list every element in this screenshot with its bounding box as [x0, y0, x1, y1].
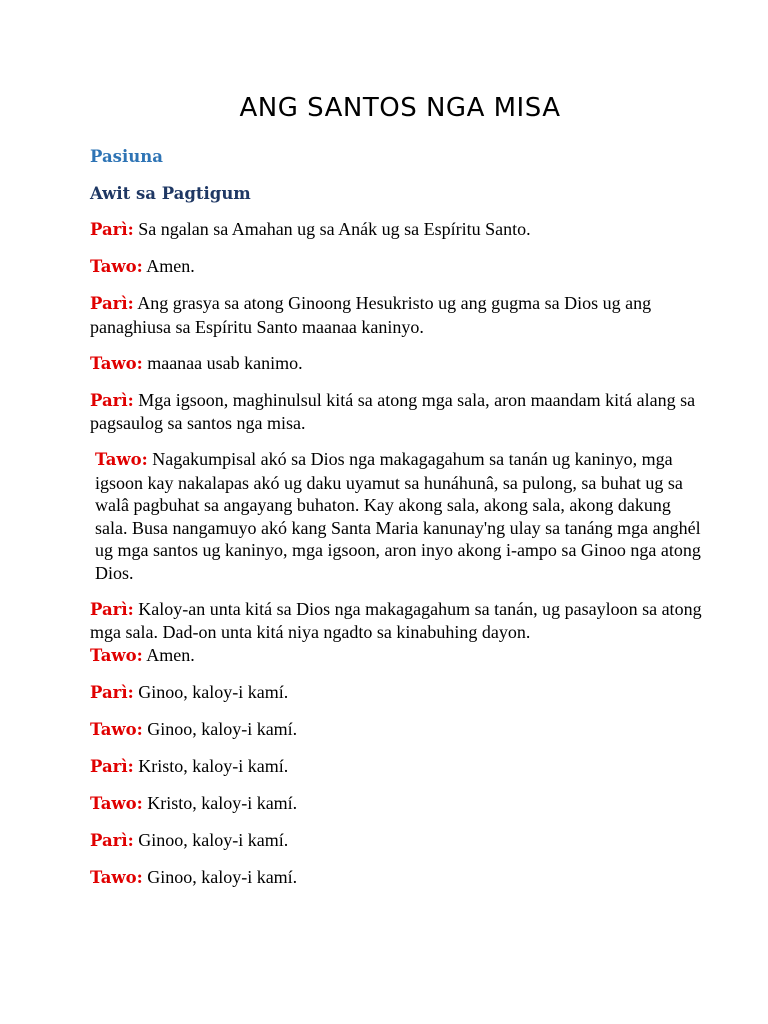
line-text: Nagakumpisal akó sa Dios nga makagagahum sa tanán ug kaninyo, mga igsoon kay nakalapas akó ug daku uyamut sa hunáhunâ, sa pulong, sa buhat ug sa walâ pagbuhat sa angayang buhaton. Kay akong sala, akong sala, akong dakung sala. Busa nangamuyo akó kang Santa Maria kanunay'ng ulay sa tanáng mga anghél ug mga santos ug kaninyo, mga igsoon, aron inyo akong i-ampo sa Ginoo nga atong Dios.: [95, 449, 701, 583]
dialogue-line: [90, 681, 706, 705]
dialogue-line: [90, 448, 706, 584]
dialogue-line: [90, 255, 706, 279]
speaker-label: Parì:: [90, 682, 134, 702]
dialogue-line: [90, 218, 706, 242]
dialogue-line: [90, 718, 706, 742]
dialogue-line: [90, 352, 706, 376]
dialogue-line: [90, 644, 706, 668]
line-text: Amen.: [142, 644, 195, 665]
line-text: Kristo, kaloy-i kamí.: [133, 755, 289, 776]
line-text: Ginoo, kaloy-i kamí.: [142, 718, 298, 739]
speaker-label: Tawo:: [95, 450, 148, 469]
dialogue-line: [90, 755, 706, 779]
speaker-label: Tawo:: [90, 719, 143, 739]
speaker-label: Parì:: [90, 599, 134, 619]
section-heading: Pasiuna: [90, 147, 163, 166]
speaker-label: Parì:: [90, 294, 134, 313]
speaker-label: Tawo:: [90, 257, 143, 276]
line-text: Ginoo, kaloy-i kamí.: [133, 829, 289, 850]
line-text: Ang grasya sa atong Ginoong Hesukristo ug ang gugma sa Dios ug ang panaghiusa sa Espíritu Santo maanaa kaninyo.: [90, 293, 652, 337]
speaker-label: Parì:: [90, 220, 134, 239]
speaker-label: Tawo:: [90, 645, 143, 665]
speaker-label: Parì:: [90, 830, 134, 850]
line-text: Sa ngalan sa Amahan ug sa Anák ug sa Espíritu Santo.: [133, 219, 531, 239]
speaker-label: Parì:: [90, 390, 134, 410]
line-text: Ginoo, kaloy-i kamí.: [142, 866, 298, 887]
line-text: Kaloy-an unta kitá sa Dios nga makagagahum sa tanán, ug pasayloon sa atong mga sala. Dad-on unta kitá niya ngadto sa kinabuhing dayon.: [90, 598, 702, 642]
dialogue-line: [90, 598, 706, 644]
line-text: Ginoo, kaloy-i kamí.: [133, 681, 289, 702]
line-text: Mga igsoon, maghinulsul kitá sa atong mga sala, aron maandam kitá alang sa pagsaulog sa santos nga misa.: [90, 389, 696, 433]
line-text: Amen.: [142, 256, 195, 276]
dialogue-line: [90, 866, 706, 890]
dialogue-line: [90, 292, 706, 338]
subsection-heading: Awit sa Pagtigum: [90, 184, 251, 203]
document-title: ANG SANTOS NGA MISA: [239, 93, 561, 123]
dialogue-line: [90, 389, 706, 435]
speaker-label: Tawo:: [90, 867, 143, 887]
speaker-label: Tawo:: [90, 793, 143, 813]
speaker-label: Tawo:: [90, 353, 143, 373]
line-text: maanaa usab kanimo.: [142, 352, 303, 373]
dialogue-line: [90, 829, 706, 853]
line-text: Kristo, kaloy-i kamí.: [142, 792, 298, 813]
speaker-label: Parì:: [90, 756, 134, 776]
dialogue-line: [90, 792, 706, 816]
